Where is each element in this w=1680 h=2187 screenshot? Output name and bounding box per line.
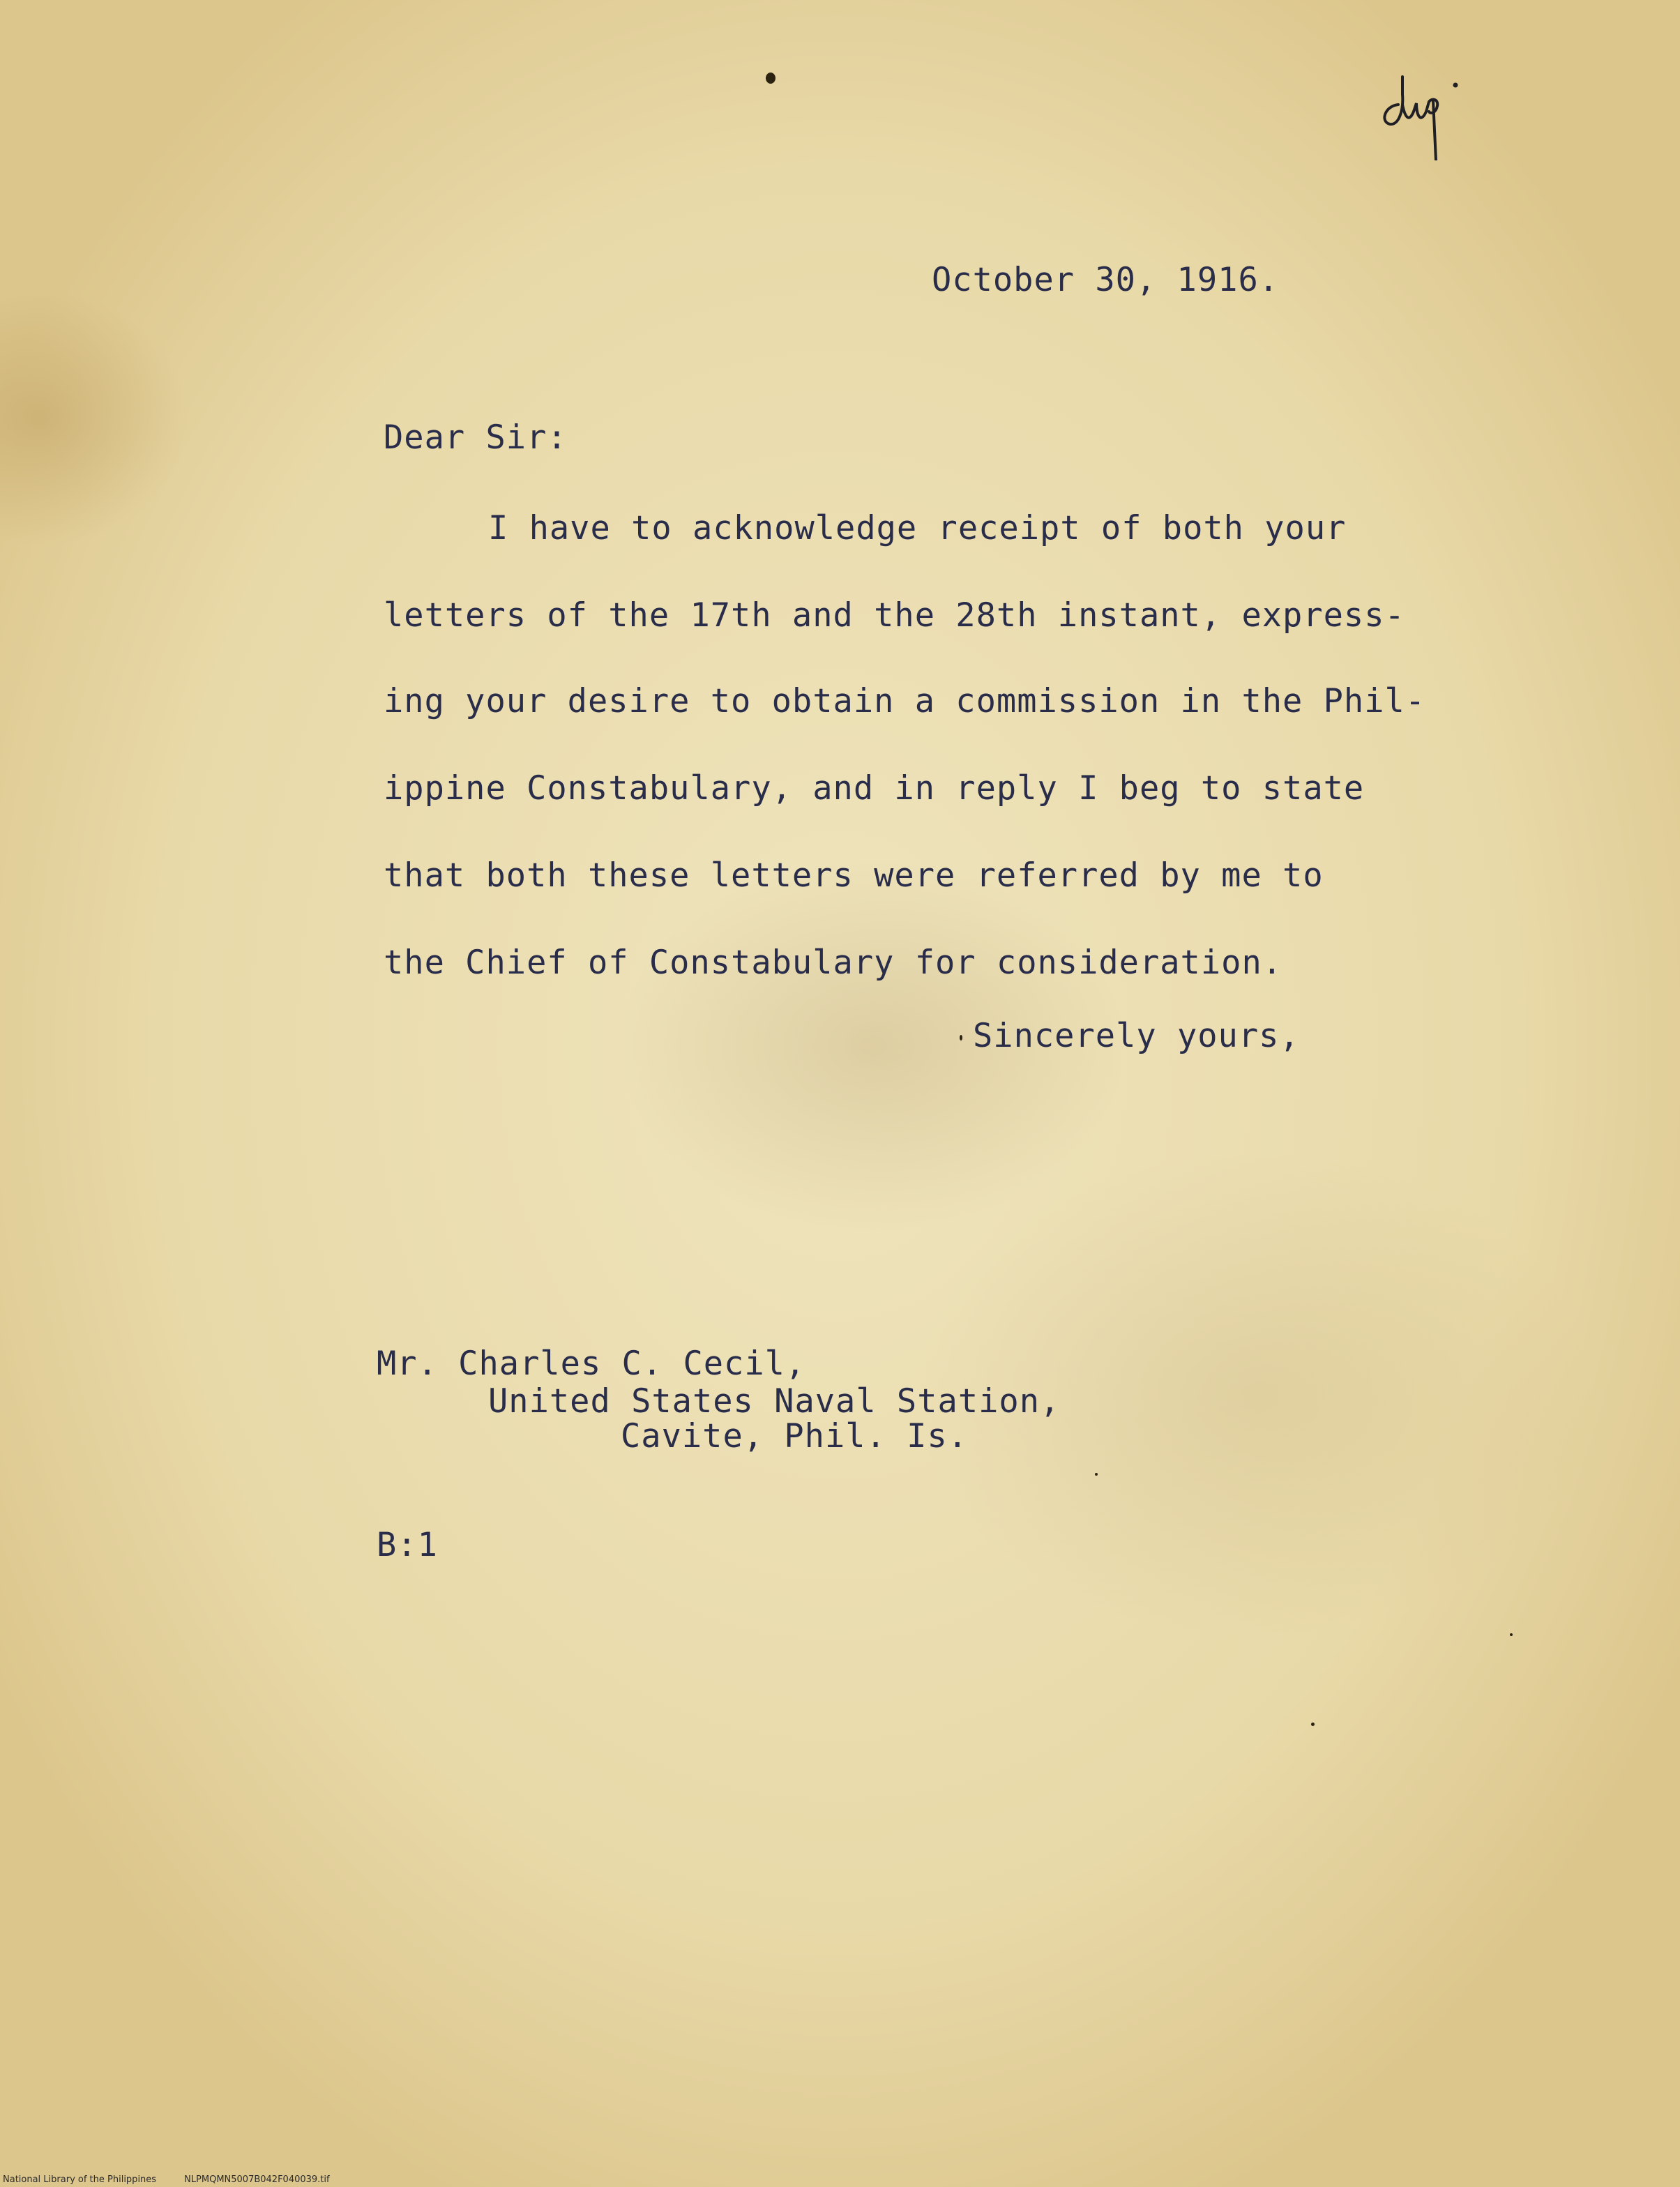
recipient-address-line2: Cavite, Phil. Is. (621, 1417, 969, 1455)
body-line: ippine Constabulary, and in reply I beg to state (384, 769, 1365, 808)
ink-speck (1095, 1473, 1098, 1476)
recipient-name: Mr. Charles C. Cecil, (377, 1345, 806, 1383)
ink-speck (766, 73, 775, 84)
body-line: the Chief of Constabulary for consideration. (384, 944, 1283, 982)
body-line: I have to acknowledge receipt of both your (488, 509, 1347, 547)
body-line: letters of the 17th and the 28th instant, express- (384, 596, 1405, 635)
footer-library: National Library of the Philippines (3, 2174, 157, 2185)
ink-speck (1311, 1723, 1315, 1726)
body-line: ing your desire to obtain a commission in the Phil- (384, 682, 1426, 720)
archive-footer (3, 2174, 358, 2185)
salutation: Dear Sir: (384, 418, 568, 457)
closing: Sincerely yours, (973, 1017, 1300, 1055)
footer-filename: NLPMQMN5007B042F040039.tif (184, 2174, 330, 2185)
ink-speck (1510, 1633, 1513, 1636)
reference-initials: B:1 (377, 1526, 438, 1564)
handwritten-dup-mark (1377, 56, 1475, 160)
body-line: that both these letters were referred by me to (384, 856, 1324, 895)
letter-date: October 30, 1916. (932, 261, 1280, 299)
recipient-address-line1: United States Naval Station, (488, 1382, 1061, 1421)
ink-speck (960, 1035, 962, 1040)
